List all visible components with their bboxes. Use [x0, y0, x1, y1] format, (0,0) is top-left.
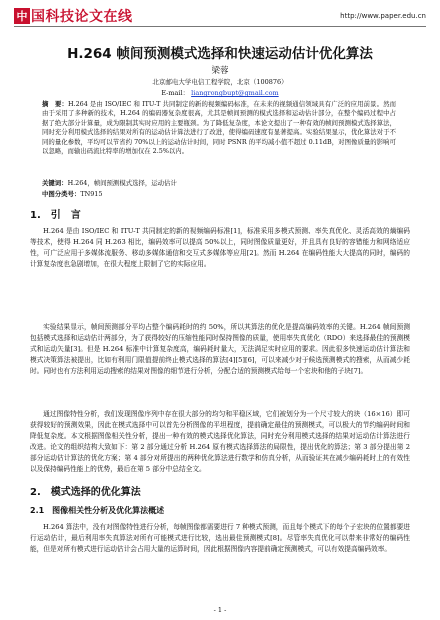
subsection-heading-analysis: 2.1 图像相关性分析及优化算法概述 [30, 506, 165, 515]
section-heading-intro: 1. 引 言 [30, 210, 81, 221]
author-name: 梁蓉 [211, 66, 229, 76]
page-number: - 1 - [213, 606, 227, 614]
section-heading-mode-selection: 2. 模式选择的优化算法 [30, 487, 141, 498]
intro-paragraph-2 [30, 322, 410, 377]
email-label: E-mail： [161, 89, 190, 97]
header-divider [14, 26, 426, 27]
author-email-line [14, 88, 426, 97]
section2-paragraph-1-text: H.264 算法中，没有对图像特性进行分析，每帧图像都需要进行 7 种模式预测，而且每个模式下的每个子宏块的位置都要进行运动估计，最后利用率失真算法对所有可能模式进行比较，选出最佳预测模式[8]。尽管率失真优化可以带来非常好的编码性能，但是对所有模式进行运动估计会占用大量的运算时间，因此根据图像内容提前确定预测模式，可以有效提高编码效率。 [30, 523, 410, 553]
abstract-label: 摘 要： [42, 100, 68, 108]
classification-text: TN915 [80, 190, 103, 198]
section2-paragraph-1 [30, 522, 410, 555]
logo-emblem: 中 [14, 8, 30, 24]
keywords-text: H.264，帧间预测模式选择，运动估计 [67, 179, 177, 187]
intro-paragraph-3 [30, 409, 410, 475]
author-email-link[interactable]: liangrongbupt@gmail.com [191, 89, 279, 97]
abstract-block [42, 100, 396, 156]
intro-paragraph-3-text: 通过图像特性分析，我们发现图像序列中存在很大部分的均匀和平稳区域，它们被划分为一个尺寸较大的块（16×16）即可获得较好的预测效果，因此在模式选择中可以首先分析图像的平坦程度，提前确定最佳的预测模式，可以极大的节约编码时间和降低复杂度。本文根据图像相关性分析，提出一种有效的模式选择优化算法，同时充分利用模式选择的结果对运动估计算法进行改进。论文的组织结构大致如下：第 2 部分通过分析 H.264 原有模式选择算法的局限性，提出优化的算法；第 3 部分提出第 2 部分运动估计算法的优化方案；第 4 部分对所提出的两种优化算法进行数学和仿真分析，从而验证其在减少编码耗时上的有效性以及保持编码性能上的优势，最后在第 5 部分中总结全文。 [30, 410, 410, 473]
keywords-label: 关键词： [42, 179, 68, 187]
classification-label: 中图分类号： [42, 190, 81, 198]
keywords-line [42, 178, 396, 187]
paper-title: H.264 帧间预测模式选择和快速运动估计优化算法 [67, 46, 373, 62]
intro-paragraph-2-text: 实验结果显示，帧间预测部分平均占整个编码耗时的约 50%，所以其算法的优化是提高编码效率的关键。H.264 帧间预测包括模式选择和运动估计两部分，为了获得较好的压缩性能同时保持图像的质量，使用率失真优化（RDO）来选择最佳的预测模式和运动矢量[3]。但是 H.264 标准中计算复杂度高，编码耗时量大，无法满足实时应用的要求。因此很多快速运动估计算法和模式决策算法被提出，比如有利用门限值提前终止模式选择的算法[4][5][6]，可以来减少对于候选预测模式的搜索，从而减少耗时。同时也有方法利用运动搜索的结果对图像的细节进行分析，分配合适的预测模式给每一个宏块和他的子块[7]。 [30, 323, 410, 375]
author-affiliation: 北京邮电大学电信工程学院，北京（100876） [152, 78, 288, 86]
page-header [14, 6, 426, 32]
site-logo[interactable] [14, 6, 133, 26]
classification-line [42, 189, 396, 198]
logo-text: 国科技论文在线 [31, 9, 133, 25]
site-url[interactable]: http://www.paper.edu.cn [340, 12, 426, 20]
intro-paragraph-1 [30, 226, 410, 270]
intro-paragraph-1-text: H.264 是由 ISO/IEC 和 ITU-T 共同制定的新的视频编码标准[1]，标准采用多模式预测、率失真优化、灵活高效的熵编码等技术，使得 H.264 同 H.263 相比，编码效率可以提高 50%以上，同时图像质量更好，并且具有良好的容错能力和网络适应性，可广泛应用于多媒体流服务、移动多媒体通信和交互式多媒体等应用[2]。然而 H.264 在编码性能大大提高的同时，编码的计算复杂度也急剧增加，在很大程度上限制了它的实际应用。 [30, 227, 410, 268]
abstract-text: H.264 是由 ISO/IEC 和 ITU-T 共同制定的新的视频编码标准，在未来的视频通信领域具有广泛的应用前景。然而由于采用了多种新的技术，H.264 的编码器复杂度很高，尤其是帧间预测的模式选择和运动估计部分，在整个编码过程中占据了绝大部分计算量，成为限制其实时应用的主要瓶颈。为了降低复杂度，本论文提出了一种有效的帧间预测模式选择算法，同时充分利用模式选择的结果对所有的运动估计算法进行了改进，使得编码速度有显著提高。实验结果显示，优化算法对于不同的量化参数，平均可以节省约 70%以上的运动估计时间，同时 PSNR 的平均减小值不超过 0.11dB，对图像质量的影响可以忽略，而输出码流比特率的增加仅在 2.5%以内。 [42, 100, 397, 156]
